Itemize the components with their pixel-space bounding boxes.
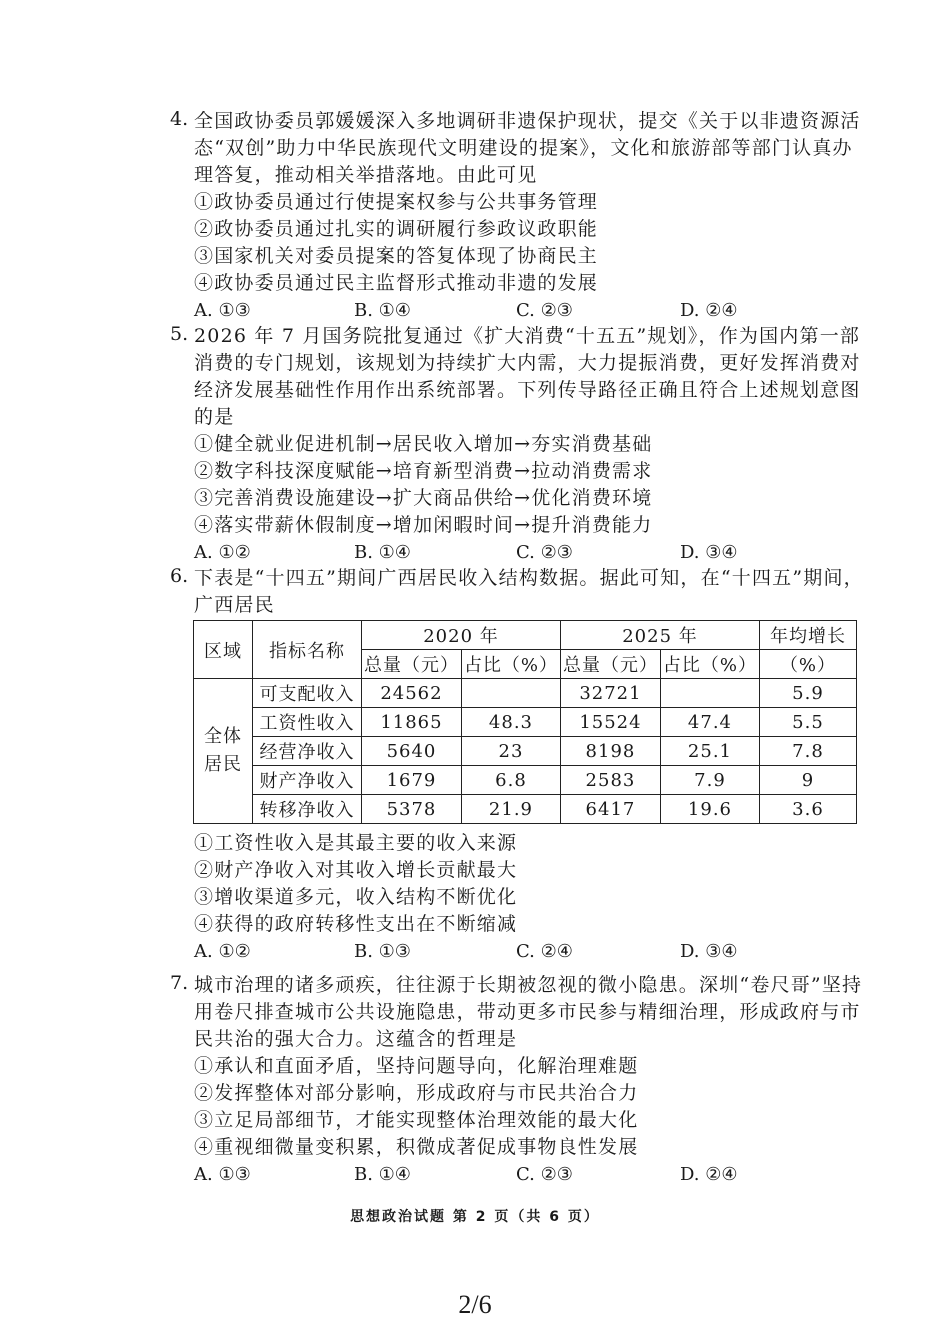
header-indicator: 指标名称	[253, 621, 362, 679]
statement-option: ②数字科技深度赋能→培育新型消费→拉动消费需求	[194, 460, 653, 482]
choice-a: A. ①③	[194, 1164, 251, 1185]
question-number: 6.	[170, 565, 189, 587]
choice-b: B. ①④	[354, 542, 411, 563]
indicator-name: 经营净收入	[253, 737, 362, 766]
indicator-name: 可支配收入	[253, 679, 362, 708]
statement-option: ④落实带薪休假制度→增加闲暇时间→提升消费能力	[194, 514, 653, 536]
question-number: 5.	[170, 323, 189, 345]
cell-growth: 7.8	[760, 737, 857, 766]
choice-a: A. ①②	[194, 941, 251, 962]
cell-share-2020: 21.9	[461, 795, 560, 824]
question-number: 4.	[170, 108, 189, 130]
statement-option: ②财产净收入对其收入增长贡献最大	[194, 859, 518, 881]
statement-option: ①健全就业促进机制→居民收入增加→夯实消费基础	[194, 433, 653, 455]
statement-option: ③完善消费设施建设→扩大商品供给→优化消费环境	[194, 487, 653, 509]
cell-growth: 3.6	[760, 795, 857, 824]
cell-growth: 5.9	[760, 679, 857, 708]
question-stem: 下表是“十四五”期间广西居民收入结构数据。据此可知，在“十四五”期间，广西居民	[194, 567, 864, 616]
cell-share-2025: 47.4	[660, 708, 759, 737]
statement-option: ③立足局部细节，才能实现整体治理效能的最大化	[194, 1109, 639, 1131]
table-row	[194, 737, 857, 766]
choice-d: D. ③④	[680, 542, 738, 563]
header-share: 占比（%）	[461, 650, 560, 679]
question-stem: 城市治理的诸多顽疾，往往源于长期被忽视的微小隐患。深圳“卷尺哥”坚持用卷尺排查城市公共设施隐患，带动更多市民参与精细治理，形成政府与市民共治的强大合力。这蕴含的哲理是	[194, 974, 863, 1050]
cell-share-2025: 19.6	[660, 795, 759, 824]
table-row	[194, 795, 857, 824]
cell-share-2020: 48.3	[461, 708, 560, 737]
answer-choices	[194, 297, 870, 324]
cell-share-2020	[461, 679, 560, 708]
choice-d: D. ②④	[680, 1164, 738, 1185]
statement-option: ②政协委员通过扎实的调研履行参政议政职能	[194, 218, 599, 240]
cell-share-2020: 6.8	[461, 766, 560, 795]
cell-total-2025: 6417	[560, 795, 660, 824]
indicator-name: 转移净收入	[253, 795, 362, 824]
header-growth-unit: （%）	[760, 650, 857, 679]
statement-option: ①工资性收入是其最主要的收入来源	[194, 832, 518, 854]
question-7	[170, 972, 870, 1188]
table-row	[194, 708, 857, 737]
table-row	[194, 766, 857, 795]
page-indicator: 2/6	[458, 1290, 492, 1319]
statement-option: ④政协委员通过民主监督形式推动非遗的发展	[194, 272, 599, 294]
choice-c: C. ②③	[516, 300, 573, 321]
choice-d: D. ③④	[680, 941, 738, 962]
cell-total-2020: 1679	[362, 766, 462, 795]
choice-b: B. ①③	[354, 941, 411, 962]
table-row	[194, 679, 857, 708]
page-footer: 思想政治试题 第 2 页（共 6 页）	[350, 1209, 600, 1225]
statement-option: ②发挥整体对部分影响，形成政府与市民共治合力	[194, 1082, 639, 1104]
cell-growth: 9	[760, 766, 857, 795]
question-number: 7.	[170, 972, 189, 994]
question-5	[170, 323, 870, 566]
income-structure-table	[193, 620, 857, 824]
question-6-options	[170, 830, 870, 965]
cell-share-2025: 25.1	[660, 737, 759, 766]
cell-share-2025: 7.9	[660, 766, 759, 795]
choice-c: C. ②③	[516, 1164, 573, 1185]
question-stem: 全国政协委员郭媛媛深入多地调研非遗保护现状，提交《关于以非遗资源活态“双创”助力中华民族现代文明建设的提案》，文化和旅游部等部门认真办理答复，推动相关举措落地。由此可见	[194, 110, 861, 186]
cell-share-2020: 23	[461, 737, 560, 766]
cell-total-2025: 15524	[560, 708, 660, 737]
answer-choices	[194, 1161, 870, 1188]
choice-c: C. ②④	[516, 941, 573, 962]
choice-c: C. ②③	[516, 542, 573, 563]
statement-option: ④重视细微量变积累，积微成著促成事物良性发展	[194, 1136, 639, 1158]
header-region: 区域	[194, 621, 253, 679]
statement-option: ①承认和直面矛盾，坚持问题导向，化解治理难题	[194, 1055, 639, 1077]
header-year-2020: 2020 年	[362, 621, 561, 650]
header-year-2025: 2025 年	[560, 621, 759, 650]
choice-d: D. ②④	[680, 300, 738, 321]
statement-option: ④获得的政府转移性支出在不断缩减	[194, 913, 518, 935]
region-cell	[194, 679, 253, 824]
header-total: 总量（元）	[362, 650, 462, 679]
choice-a: A. ①③	[194, 300, 251, 321]
cell-total-2020: 11865	[362, 708, 462, 737]
header-growth: 年均增长	[760, 621, 857, 650]
question-4	[170, 108, 870, 324]
header-total: 总量（元）	[560, 650, 660, 679]
cell-total-2025: 8198	[560, 737, 660, 766]
region-label: 全体居民	[204, 726, 242, 775]
header-share: 占比（%）	[660, 650, 759, 679]
cell-share-2025	[660, 679, 759, 708]
cell-total-2020: 24562	[362, 679, 462, 708]
choice-b: B. ①④	[354, 300, 411, 321]
cell-total-2025: 2583	[560, 766, 660, 795]
question-stem: 2026 年 7 月国务院批复通过《扩大消费“十五五”规划》，作为国内第一部消费的专门规划，该规划为持续扩大内需，大力提振消费，更好发挥消费对经济发展基础性作用作出系统部署。下列传导路径正确且符合上述规划意图的是	[194, 325, 861, 428]
indicator-name: 工资性收入	[253, 708, 362, 737]
question-6	[170, 565, 870, 619]
statement-option: ①政协委员通过行使提案权参与公共事务管理	[194, 191, 599, 213]
choice-a: A. ①②	[194, 542, 251, 563]
answer-choices	[194, 539, 870, 566]
indicator-name: 财产净收入	[253, 766, 362, 795]
cell-growth: 5.5	[760, 708, 857, 737]
answer-choices	[194, 938, 870, 965]
statement-option: ③增收渠道多元，收入结构不断优化	[194, 886, 518, 908]
choice-b: B. ①④	[354, 1164, 411, 1185]
cell-total-2025: 32721	[560, 679, 660, 708]
statement-option: ③国家机关对委员提案的答复体现了协商民主	[194, 245, 599, 267]
cell-total-2020: 5640	[362, 737, 462, 766]
cell-total-2020: 5378	[362, 795, 462, 824]
